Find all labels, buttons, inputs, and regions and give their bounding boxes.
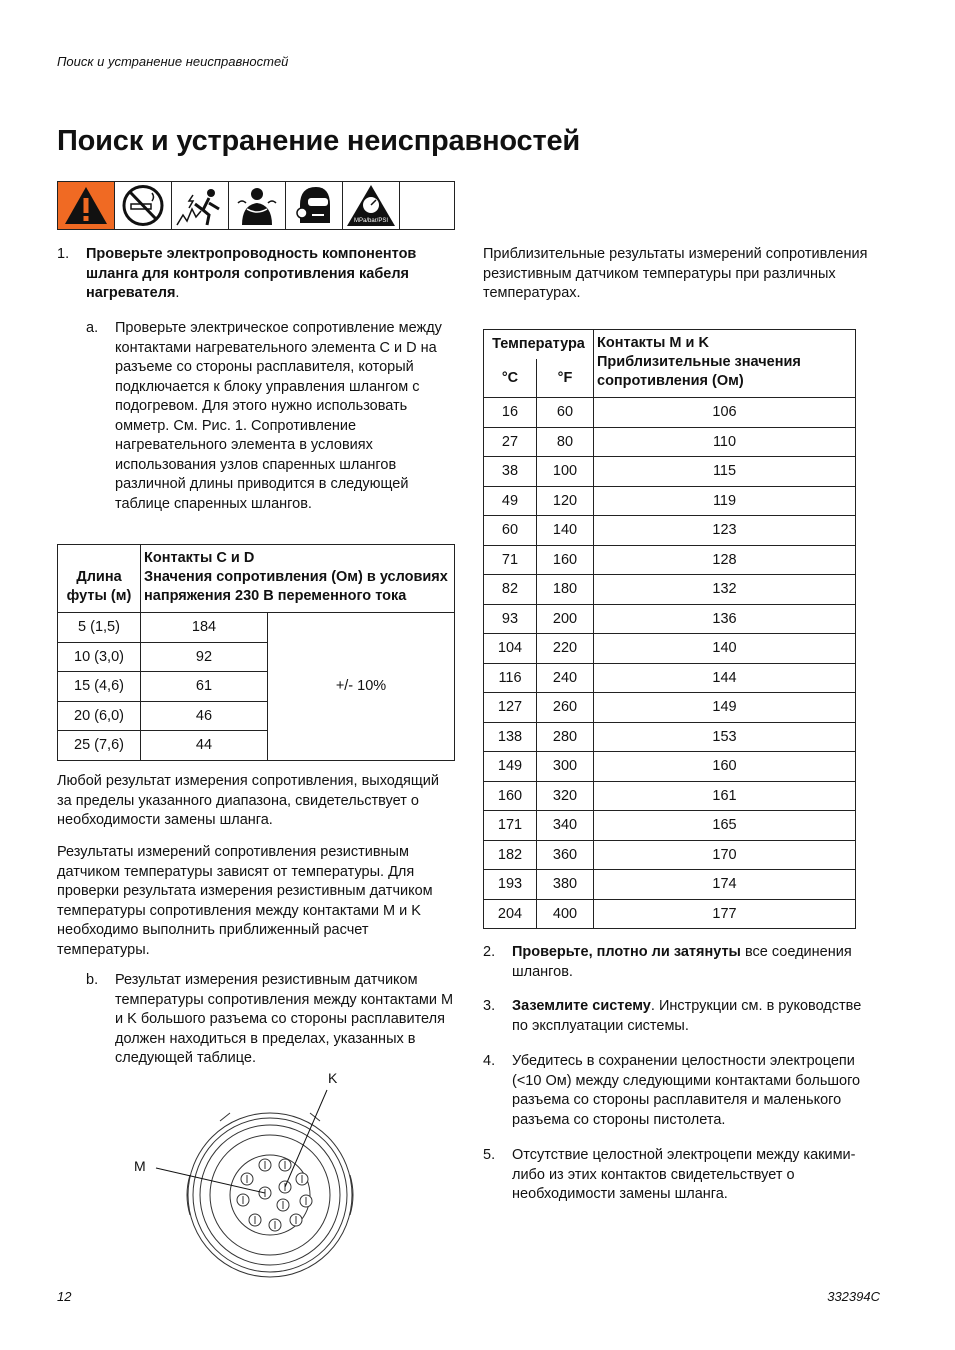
fahrenheit-cell: 100: [537, 457, 594, 487]
table-row: [484, 840, 856, 870]
table-row: [484, 604, 856, 634]
no-smoking-icon: [115, 182, 172, 229]
step-1b: [86, 971, 456, 1069]
fahrenheit-cell: 280: [537, 722, 594, 752]
step-3-text: . Инструкции см. в руководстве по эксплуатации системы.: [512, 998, 862, 1034]
fahrenheit-cell: 240: [537, 663, 594, 693]
resistance-cell: 123: [594, 516, 856, 546]
paragraph-replace-hose: Любой результат измерения сопротивления, выходящий за пределы указанного диапазона, свидетельствует о необходимости замены шланга.: [57, 773, 439, 828]
table-row: [484, 663, 856, 693]
fahrenheit-cell: 300: [537, 752, 594, 782]
celsius-header: °C: [484, 359, 537, 398]
celsius-cell: 38: [484, 457, 537, 487]
table-row: [484, 752, 856, 782]
resistance-cell: 160: [594, 752, 856, 782]
temperature-header: Температура: [484, 330, 594, 359]
step-1a-letter: a.: [86, 320, 99, 336]
table-row: [484, 899, 856, 929]
empty-icon-cell: [400, 182, 454, 229]
celsius-cell: 49: [484, 486, 537, 516]
electric-shock-icon: [172, 182, 229, 229]
resistance-cell: 177: [594, 899, 856, 929]
resistance-cell: 174: [594, 870, 856, 900]
resistance-cell: 136: [594, 604, 856, 634]
celsius-cell: 182: [484, 840, 537, 870]
fahrenheit-cell: 380: [537, 870, 594, 900]
celsius-cell: 193: [484, 870, 537, 900]
resistance-cell: 184: [141, 613, 268, 643]
fahrenheit-cell: 400: [537, 899, 594, 929]
fahrenheit-cell: 60: [537, 398, 594, 428]
contacts-mk-subtitle: Приблизительные значения сопротивления (Ом): [597, 354, 801, 389]
table-row: [484, 486, 856, 516]
celsius-cell: 71: [484, 545, 537, 575]
resistance-cell: 161: [594, 781, 856, 811]
contacts-mk-title: Контакты M и K: [597, 335, 709, 351]
step-5-text: Отсутствие целостной электроцепи между какими-либо из этих контактов свидетельствует о необходимости замены шланга.: [512, 1147, 856, 1202]
table-row: [484, 457, 856, 487]
length-cell: 5 (1,5): [58, 613, 141, 643]
resistance-cell: 92: [141, 642, 268, 672]
paragraph-rtd-temperature: Результаты измерений сопротивления резистивным датчиком температуры зависят от температуры. Для проверки результата измерения резистивным датчиком температуры сопротивления между контактами M и K необходимо выполнить приближенный расчет температуры.: [57, 844, 433, 958]
step-1a-text: Проверьте электрическое сопротивление между контактами нагревательного элемента C и D на разъеме со стороны расплавителя, который подключается к блоку управления шлангом с подогревом. Для этого нужно использовать омметр. См. Рис. 1. Сопротивление нагревательного элемента в условиях использования узлов спаренных шлангов различной длины приводится в следующей таблице спаренных шлангов.: [115, 320, 442, 512]
step-2-bold: Проверьте, плотно ли затянуты: [512, 944, 741, 960]
resistance-cell: 144: [594, 663, 856, 693]
length-cell: 10 (3,0): [58, 642, 141, 672]
fahrenheit-cell: 320: [537, 781, 594, 811]
table-row: [484, 398, 856, 428]
step-1: [57, 245, 452, 304]
step-5-number: 5.: [483, 1147, 496, 1163]
celsius-cell: 149: [484, 752, 537, 782]
hazard-icons-strip: [57, 181, 455, 230]
resistance-cell: 128: [594, 545, 856, 575]
fahrenheit-cell: 220: [537, 634, 594, 664]
step-1-bold: Проверьте электропроводность компонентов шланга для контроля сопротивления кабеля нагревателя: [86, 246, 417, 301]
celsius-cell: 127: [484, 693, 537, 723]
table-row: [484, 722, 856, 752]
step-4-text: Убедитесь в сохранении целостности электроцепи (<10 Ом) между следующими контактами большого разъема со стороны расплавителя и маленького разъема со стороны пистолета.: [512, 1053, 861, 1128]
contacts-cd-subtitle: Значения сопротивления (Ом) в условиях напряжения 230 В переменного тока: [144, 569, 448, 604]
table-row: [484, 516, 856, 546]
celsius-cell: 160: [484, 781, 537, 811]
resistance-cell: 44: [141, 731, 268, 761]
celsius-cell: 116: [484, 663, 537, 693]
connector-figure: [120, 1065, 440, 1290]
fahrenheit-cell: 80: [537, 427, 594, 457]
length-cell: 15 (4,6): [58, 672, 141, 702]
ppe-icon: [286, 182, 343, 229]
document-number: 332394C: [827, 1289, 880, 1304]
label-m: M: [134, 1158, 146, 1174]
length-header: Длина футы (м): [58, 545, 141, 613]
step-2-text: все соединения шлангов.: [512, 944, 852, 980]
step-2-number: 2.: [483, 944, 496, 960]
fahrenheit-cell: 360: [537, 840, 594, 870]
resistance-cell: 119: [594, 486, 856, 516]
celsius-cell: 138: [484, 722, 537, 752]
fahrenheit-cell: 180: [537, 575, 594, 605]
length-cell: 20 (6,0): [58, 701, 141, 731]
table-row: [484, 870, 856, 900]
step-1-number: 1.: [57, 246, 70, 262]
celsius-cell: 82: [484, 575, 537, 605]
step-4: [483, 1052, 878, 1130]
resistance-cell: 106: [594, 398, 856, 428]
fahrenheit-cell: 340: [537, 811, 594, 841]
step-5: [483, 1146, 858, 1205]
step-1-tail: .: [175, 285, 180, 301]
right-intro: Приблизительные результаты измерений сопротивления резистивным датчиком температуры при различных температурах.: [483, 246, 868, 301]
contacts-mk-header: [594, 330, 856, 398]
celsius-cell: 171: [484, 811, 537, 841]
running-header: Поиск и устранение неисправностей: [57, 54, 289, 69]
table-row: [58, 613, 455, 643]
table-row: [484, 693, 856, 723]
step-3-bold: Заземлите систему: [512, 998, 651, 1014]
fahrenheit-header: °F: [537, 359, 594, 398]
step-3: [483, 997, 878, 1036]
fahrenheit-cell: 140: [537, 516, 594, 546]
resistance-cell: 149: [594, 693, 856, 723]
resistance-cell: 61: [141, 672, 268, 702]
contacts-cd-title: Контакты C и D: [144, 550, 255, 566]
step-2: [483, 943, 878, 982]
table-row: [484, 427, 856, 457]
resistance-cell: 165: [594, 811, 856, 841]
resistance-cell: 153: [594, 722, 856, 752]
resistance-cell: 110: [594, 427, 856, 457]
rtd-resistance-table: [483, 329, 856, 929]
page-number: 12: [57, 1289, 72, 1304]
celsius-cell: 104: [484, 634, 537, 664]
step-1a: [86, 319, 446, 514]
celsius-cell: 16: [484, 398, 537, 428]
tolerance-cell: +/- 10%: [268, 613, 455, 761]
fahrenheit-cell: 260: [537, 693, 594, 723]
pressure-label: MPa/bar/PSI: [353, 218, 389, 224]
table-row: [484, 545, 856, 575]
fahrenheit-cell: 120: [537, 486, 594, 516]
length-cell: 25 (7,6): [58, 731, 141, 761]
fahrenheit-cell: 160: [537, 545, 594, 575]
step-4-number: 4.: [483, 1053, 496, 1069]
contacts-cd-header: [141, 545, 455, 613]
resistance-cell: 46: [141, 701, 268, 731]
table-row: [484, 781, 856, 811]
table-row: [484, 575, 856, 605]
celsius-cell: 27: [484, 427, 537, 457]
resistance-cell: 115: [594, 457, 856, 487]
hose-resistance-table: [57, 544, 455, 761]
celsius-cell: 204: [484, 899, 537, 929]
celsius-cell: 60: [484, 516, 537, 546]
burn-hazard-icon: [229, 182, 286, 229]
resistance-cell: 170: [594, 840, 856, 870]
celsius-cell: 93: [484, 604, 537, 634]
resistance-cell: 132: [594, 575, 856, 605]
page-title: Поиск и устранение неисправностей: [57, 125, 581, 157]
table-row: [484, 811, 856, 841]
resistance-cell: 140: [594, 634, 856, 664]
step-3-number: 3.: [483, 998, 496, 1014]
step-1b-text: Результат измерения резистивным датчиком температуры сопротивления между контактами M и K большого разъема со стороны расплавителя должен находиться в пределах, указанных в следующей таблице.: [115, 972, 454, 1066]
label-k: K: [328, 1070, 338, 1086]
pressure-icon: [343, 182, 400, 229]
step-1b-letter: b.: [86, 972, 99, 988]
fahrenheit-cell: 200: [537, 604, 594, 634]
table-row: [484, 634, 856, 664]
warning-icon: [58, 182, 115, 229]
